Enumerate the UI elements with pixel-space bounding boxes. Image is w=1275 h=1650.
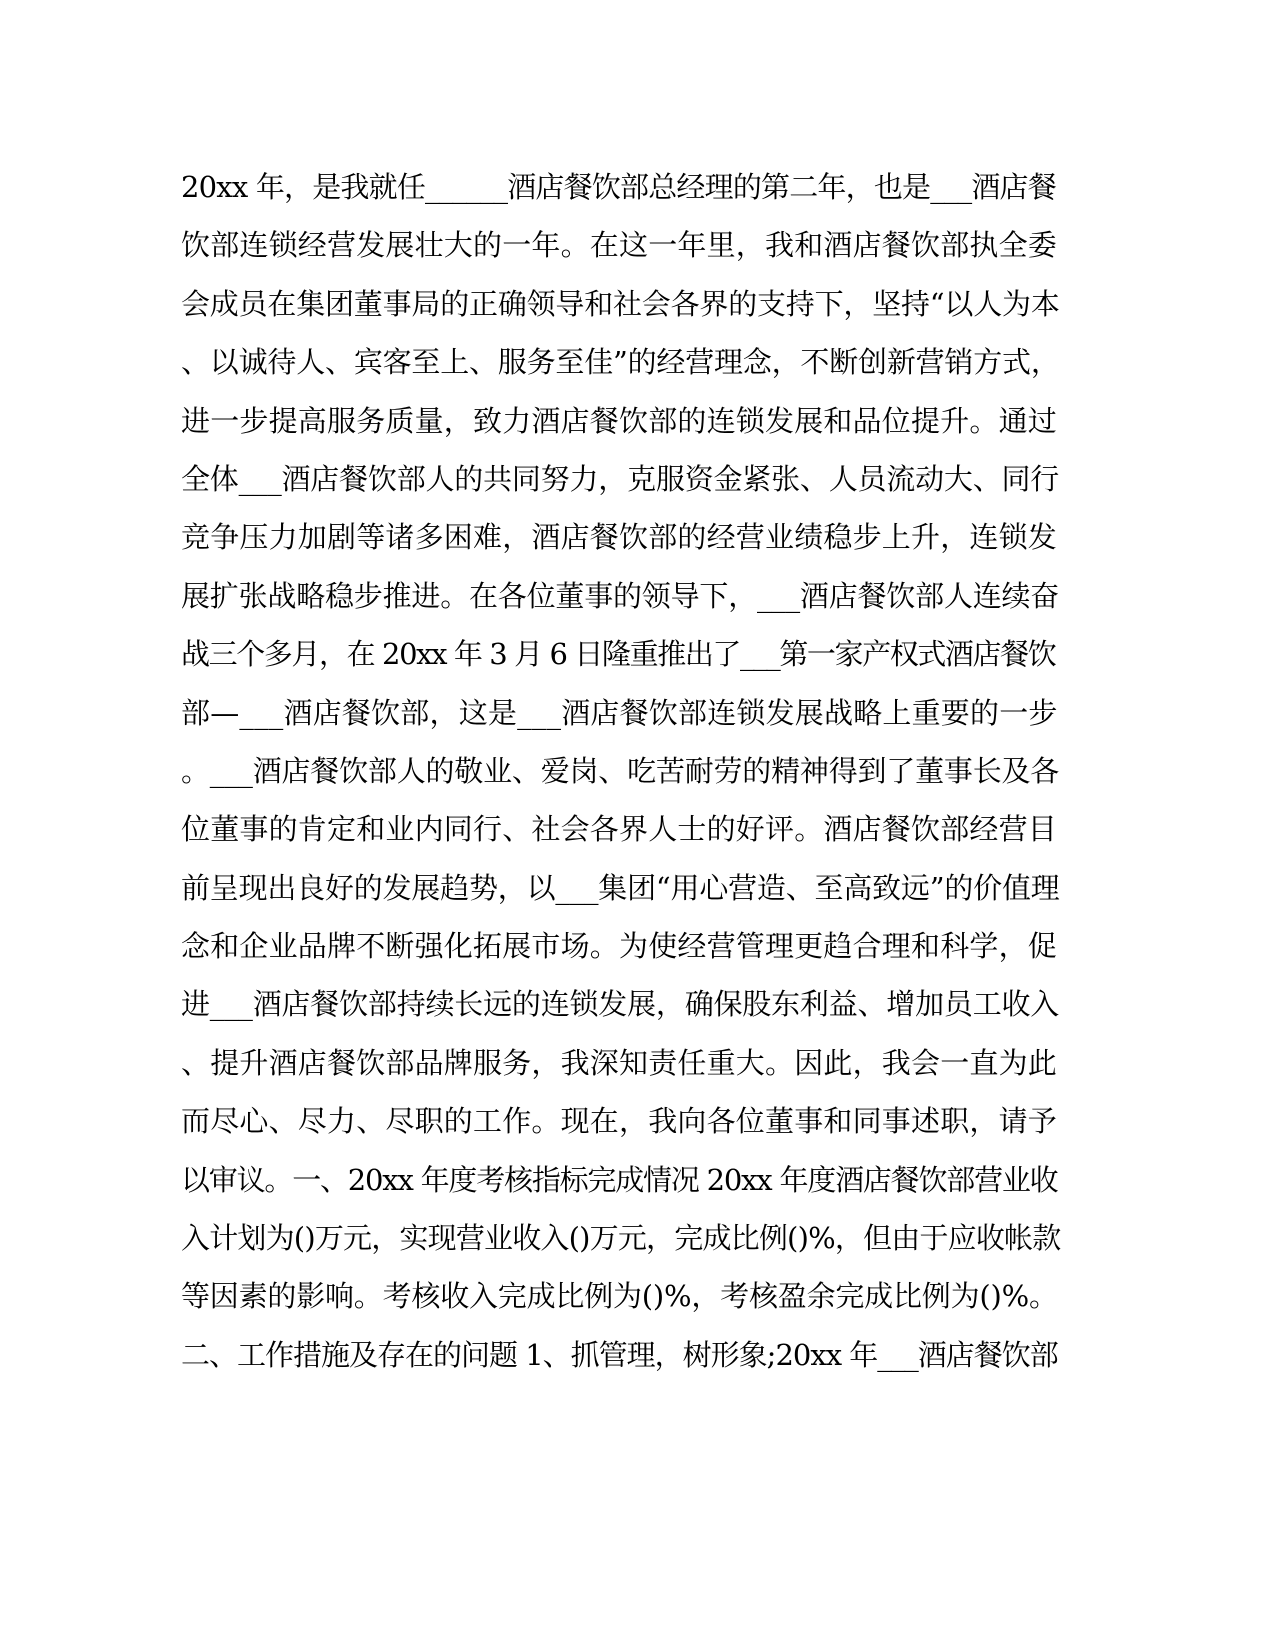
text-line: 。___酒店餐饮部人的敬业、爱岗、吃苦耐劳的精神得到了董事长及各	[181, 753, 1060, 788]
text-line: 战三个多月，在 20xx 年 3 月 6 日隆重推出了___第一家产权式酒店餐饮	[181, 637, 1056, 672]
text-line: 进一步提高服务质量，致力酒店餐饮部的连锁发展和品位提升。通过	[181, 403, 1058, 438]
text-line: 20xx 年，是我就任______酒店餐饮部总经理的第二年，也是___酒店餐	[181, 170, 1056, 204]
text-line: 部—___酒店餐饮部，这是___酒店餐饮部连锁发展战略上重要的一步	[181, 695, 1058, 730]
text-line: 、提升酒店餐饮部品牌服务，我深知责任重大。因此，我会一直为此	[181, 1045, 1058, 1080]
text-line: 位董事的肯定和业内同行、社会各界人士的好评。酒店餐饮部经营目	[181, 812, 1058, 847]
text-line: 、以诚待人、宾客至上、服务至佳”的经营理念，不断创新营销方式，	[181, 345, 1060, 380]
text-line: 而尽心、尽力、尽职的工作。现在，我向各位董事和同事述职，请予	[181, 1104, 1058, 1139]
text-line: 念和企业品牌不断强化拓展市场。为使经营管理更趋合理和科学，促	[181, 929, 1058, 964]
text-line: 入计划为()万元，实现营业收入()万元，完成比例()%，但由于应收帐款	[181, 1221, 1061, 1256]
text-line: 等因素的影响。考核收入完成比例为()%，考核盈余完成比例为()%。	[181, 1279, 1058, 1314]
text-line: 会成员在集团董事局的正确领导和社会各界的支持下，坚持“以人为本	[181, 286, 1060, 321]
text-line: 饮部连锁经营发展壮大的一年。在这一年里，我和酒店餐饮部执全委	[181, 228, 1058, 263]
text-line: 前呈现出良好的发展趋势，以___集团“用心营造、至高致远”的价值理	[181, 870, 1060, 905]
text-line: 进___酒店餐饮部持续长远的连锁发展，确保股东利益、增加员工收入	[181, 987, 1060, 1022]
text-line: 展扩张战略稳步推进。在各位董事的领导下，___酒店餐饮部人连续奋	[181, 578, 1060, 613]
text-line: 以审议。一、20xx 年度考核指标完成情况 20xx 年度酒店餐饮部营业收	[181, 1162, 1058, 1197]
text-line: 竞争压力加剧等诸多困难，酒店餐饮部的经营业绩稳步上升，连锁发	[181, 520, 1058, 555]
text-line: 二、工作措施及存在的问题 1、抓管理，树形象;20xx 年___酒店餐饮部	[181, 1337, 1058, 1372]
body-paragraph	[181, 158, 1061, 1384]
text-line: 全体___酒店餐饮部人的共同努力，克服资金紧张、人员流动大、同行	[181, 461, 1060, 496]
